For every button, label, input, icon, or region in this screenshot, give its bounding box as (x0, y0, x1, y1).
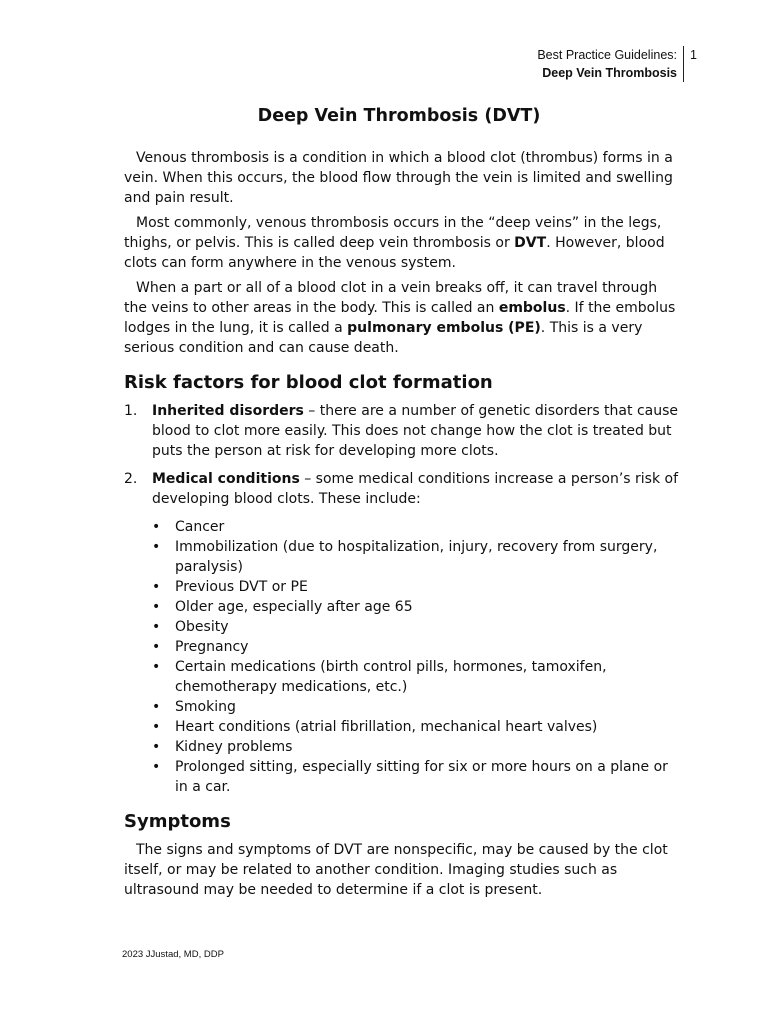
condition-list-item (124, 517, 684, 537)
bullet-icon: • (152, 659, 161, 675)
condition-text: Older age, especially after age 65 (175, 599, 413, 615)
bullet-icon: • (152, 599, 161, 615)
bullet-icon: • (152, 539, 161, 555)
condition-text: Heart conditions (atrial fibrillation, mechanical heart valves) (175, 719, 598, 735)
condition-list-item (124, 597, 684, 617)
list-number: 2. (124, 471, 138, 487)
risk-factors-heading: Risk factors for blood clot formation (124, 372, 493, 393)
running-header (537, 46, 684, 82)
medical-conditions-list (124, 517, 684, 797)
condition-list-item (124, 637, 684, 657)
bullet-icon: • (152, 579, 161, 595)
header-line-2: Deep Vein Thrombosis (542, 66, 677, 80)
intro-paragraph-2 (124, 213, 684, 273)
condition-text: Kidney problems (175, 739, 293, 755)
document-title: Deep Vein Thrombosis (DVT) (257, 106, 541, 126)
symptoms-paragraph: The signs and symptoms of DVT are nonspecific, may be caused by the clot itself, or may be related to another condition. Imaging studies such as ultrasound may be needed to determine if a clot is present. (124, 842, 668, 898)
intro-paragraph-1: Venous thrombosis is a condition in which a blood clot (thrombus) forms in a vein. When this occurs, the blood flow through the vein is limited and swelling and pain result. (124, 150, 673, 206)
intro-p3-text-a: When a part or all of a blood clot in a vein breaks off, it can travel through the veins to other areas in the body. This is called an (124, 280, 658, 316)
condition-text: Immobilization (due to hospitalization, injury, recovery from surgery, paralysis) (175, 539, 658, 575)
bullet-icon: • (152, 739, 161, 755)
condition-text: Cancer (175, 519, 225, 535)
condition-list-item (124, 737, 684, 757)
bullet-icon: • (152, 619, 161, 635)
risk-factors-list (124, 401, 684, 509)
bullet-icon: • (152, 759, 161, 775)
risk-item-text: – there are a number of genetic disorders that cause blood to clot more easily. This does not change how the clot is treated but puts the person at risk for developing more clots. (152, 403, 678, 459)
intro-paragraph-3 (124, 278, 684, 358)
condition-text: Prolonged sitting, especially sitting for six or more hours on a plane or in a car. (175, 759, 668, 795)
risk-item-title: Inherited disorders (152, 403, 304, 419)
intro-p3-text-c: . If the embolus lodges in the lung, it is called a (124, 300, 676, 336)
condition-list-item (124, 657, 684, 697)
condition-text: Previous DVT or PE (175, 579, 308, 595)
dvt-term: DVT (514, 235, 547, 251)
bullet-icon: • (152, 699, 161, 715)
pe-term: pulmonary embolus (PE) (347, 320, 541, 336)
risk-item-medical (124, 469, 684, 509)
symptoms-heading: Symptoms (124, 811, 231, 832)
risk-item-title: Medical conditions (152, 471, 300, 487)
intro-p2-text-a: Most commonly, venous thrombosis occurs in the “deep veins” in the legs, thighs, or pelvis. This is called deep vein thrombosis or (124, 215, 662, 251)
document-body (124, 148, 684, 905)
page-footer: 2023 JJustad, MD, DDP (122, 949, 224, 960)
bullet-icon: • (152, 639, 161, 655)
bullet-icon: • (152, 519, 161, 535)
condition-text: Certain medications (birth control pills, hormones, tamoxifen, chemotherapy medications, etc.) (175, 659, 607, 695)
condition-text: Obesity (175, 619, 229, 635)
list-number: 1. (124, 403, 138, 419)
condition-text: Pregnancy (175, 639, 249, 655)
condition-list-item (124, 717, 684, 737)
condition-list-item (124, 757, 684, 797)
condition-list-item (124, 617, 684, 637)
condition-list-item (124, 577, 684, 597)
header-line-1: Best Practice Guidelines: (537, 48, 677, 62)
embolus-term: embolus (498, 300, 566, 316)
intro-p3-text-e: . This is a very serious condition and can cause death. (124, 320, 643, 356)
condition-text: Smoking (175, 699, 236, 715)
page-number: 1 (690, 48, 697, 62)
bullet-icon: • (152, 719, 161, 735)
risk-item-text: – some medical conditions increase a person’s risk of developing blood clots. These include: (152, 471, 679, 507)
condition-list-item (124, 697, 684, 717)
intro-p2-text-c: . However, blood clots can form anywhere in the venous system. (124, 235, 665, 271)
condition-list-item (124, 537, 684, 577)
risk-item-inherited (124, 401, 684, 461)
